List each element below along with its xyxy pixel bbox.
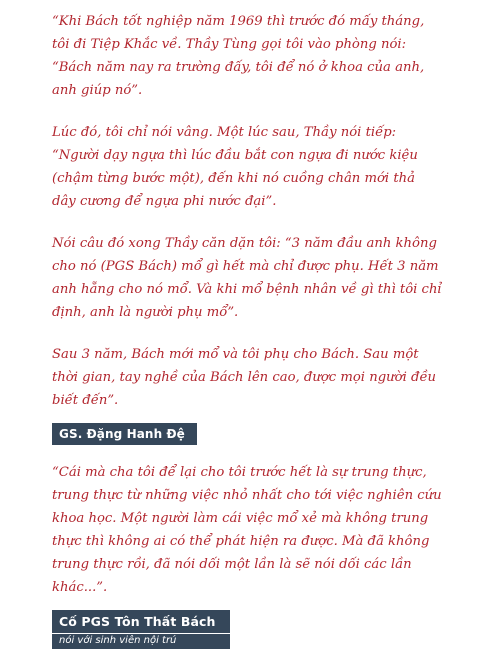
quote1-paragraph-3: Nói câu đó xong Thầy căn dặn tôi: “3 năm đầu anh không cho nó (PGS Bách) mổ gì hết mà chỉ được phụ. Hết 3 năm anh hẵng cho nó mổ. Và khi mổ bệnh nhân về gì thì tôi chỉ định, anh là người phụ mổ”. bbox=[52, 236, 442, 320]
quote2-author-badge bbox=[52, 610, 230, 649]
quote2-author: Cố PGS Tôn Thất Bách bbox=[52, 610, 230, 633]
quote1-author: GS. Đặng Hanh Đệ bbox=[52, 423, 197, 445]
quote1-author-badge bbox=[52, 423, 442, 445]
quote1-paragraph-4: Sau 3 năm, Bách mới mổ và tôi phụ cho Bách. Sau một thời gian, tay nghề của Bách lên cao, được mọi người đều biết đến”. bbox=[52, 347, 437, 408]
quote2-block bbox=[52, 461, 442, 599]
quote1-paragraph-2: Lúc đó, tôi chỉ nói vâng. Một lúc sau, Thầy nói tiếp: “Người dạy ngựa thì lúc đầu bắt con ngựa đi nước kiệu (chậm từng bước một), đến khi nó cuồng chân mới thả dây cương để ngựa phi nước đại”. bbox=[52, 125, 418, 209]
quote2-author-note: nói với sinh viên nội trú bbox=[52, 634, 230, 649]
quote2-paragraph: “Cái mà cha tôi để lại cho tôi trước hết là sự trung thực, trung thực từ những việc nhỏ nhất cho tới việc nghiên cứu khoa học. Một người làm cái việc mổ xẻ mà không trung thực thì không ai có thể phát hiện ra được. Mà đã không trung thực rồi, đã nói dối một lần là sẽ nói dối các lần khác...”. bbox=[52, 465, 442, 595]
quote1-paragraph-1: “Khi Bách tốt nghiệp năm 1969 thì trước đó mấy tháng, tôi đi Tiệp Khắc về. Thầy Tùng gọi tôi vào phòng nói: “Bách năm nay ra trường đấy, tôi để nó ở khoa của anh, anh giúp nó”. bbox=[52, 14, 425, 98]
